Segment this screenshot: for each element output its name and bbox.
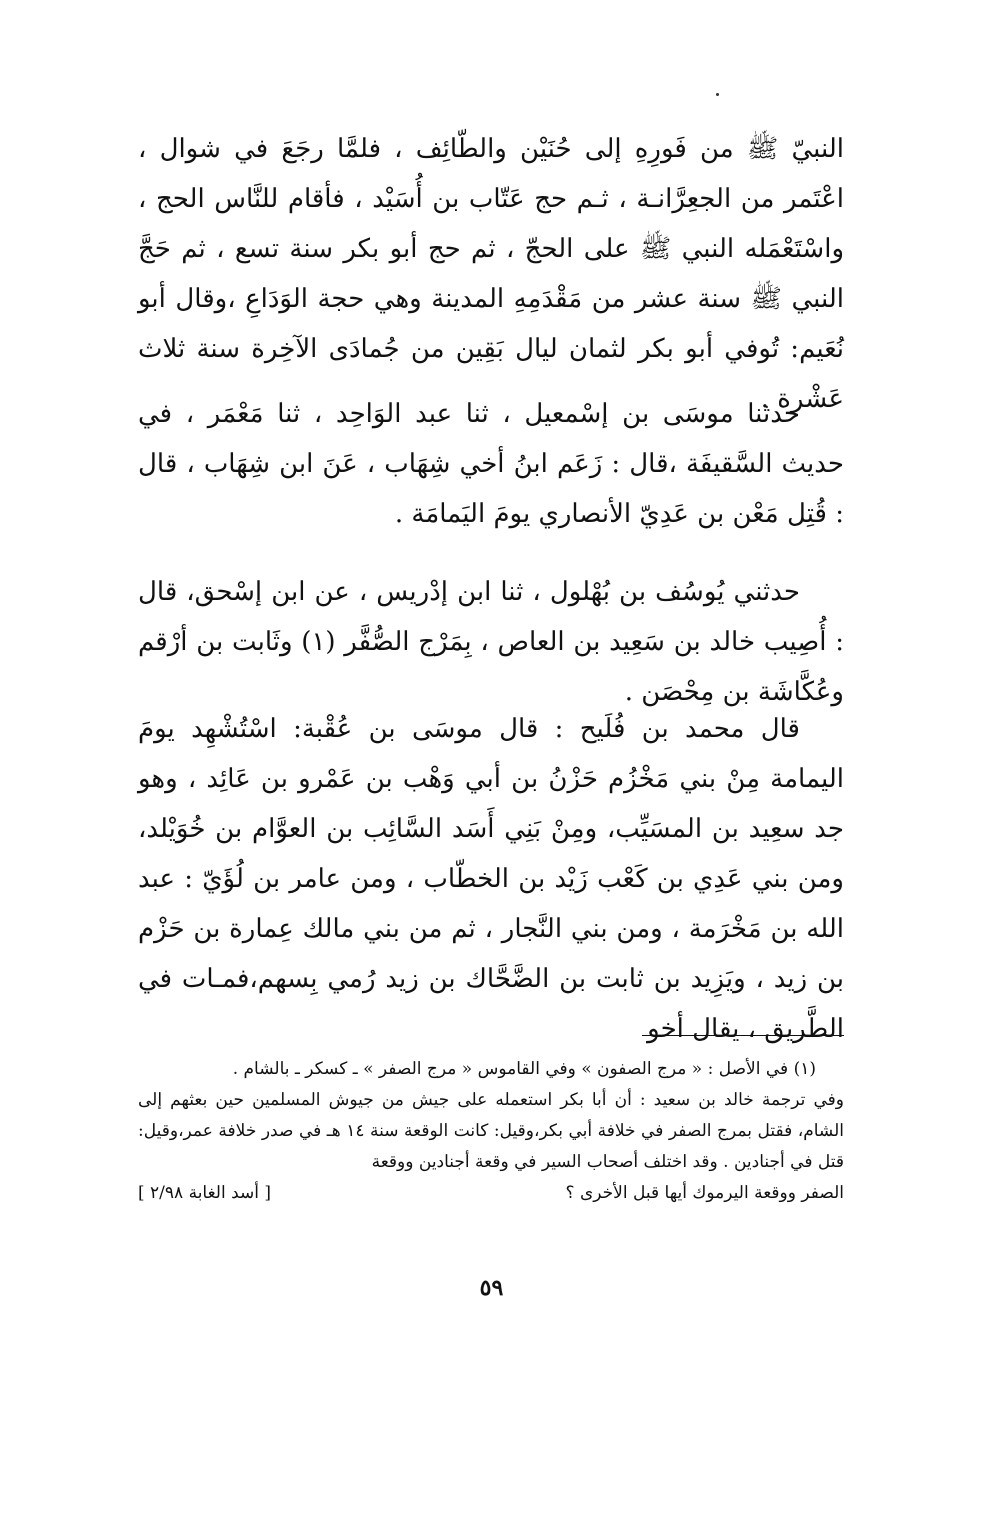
paragraph-hajj-history: النبيّ ﷺ من فَورِهِ إلى حُنَيْن والطّائِف ، فلمَّا رجَعَ في شوال ، اعْتَمر من الجعِرَّانـة ، ثـم حج عَتّاب بن أُسَيْد ، فأقام للنَّاس الحج ، واسْتَعْمَله النبي ﷺ على الحجّ ، ثم حج أبو بكر سنة تسع ، ثم حَجَّ النبي ﷺ سنة عشر من مَقْدَمِهِ المدينة وهي حجة الوَدَاعِ ،وقال أبو نُعَيم: تُوفي أبو بكر لثمان ليال بَقِين من جُمادَى الآخِرة سنة ثلاث عَشْرة . [138,134,844,414]
page-number: ٥٩ [479,1275,504,1301]
footnote-separator [642,1035,844,1036]
paragraph-yamama-martyrs: قال محمد بن فُلَيح : قال موسَى بن عُقْبة: اسْتُشْهِد يومَ اليمامة مِنْ بني مَخْزُم حَزْنُ بن أبي وَهْب بن عَمْرو بن عَائِد ، وهو جد سعِيد بن المسَيِّب، ومِنْ بَنِي أَسَد السَّائِب بن العوَّام بن خُوَيْلد، ومن بني عَدِي بن كَعْب زَيْد بن الخطّاب ، ومن عامر بن لُؤَيّ : عبد الله بن مَخْرَمة ، ومن بني النَّجار ، ثم من بني مالك عِمارة بن حَزْم بن زيد ، ويَزِيد بن ثابت بن الضَّحَّاك بن زيد رُمي بِسهم،فمـات في الطَّريق ، يقال أخو [138,714,844,1044]
footnote-line-1: (١) في الأصل : « مرج الصفون » وفي القاموس « مرج الصفر » ـ كسكر ـ بالشام . [232,1059,816,1079]
paragraph-saqifa-hadith: حدثنا موسَى بن إسْمعيل ، ثنا عبد الوَاحِد ، ثنا مَعْمَر ، في حديث السَّقيفَة ،قال : زَعَم ابنُ أخي شِهَاب ، عَنَ ابن شِهَاب ، قال : قُتِل مَعْن بن عَدِيّ الأنصاري يومَ اليَمامَة . [138,399,844,529]
footnote [138,1054,844,1209]
paragraph-marj-al-suffar: حدثني يُوسُف بن بُهْلول ، ثنا ابن إدْريس ، عن ابن إسْحق، قال : أُصِيب خالد بن سَعِيد بن العاص ، بِمَرْج الصُّفَّر (١) وثَابت بن أرْقم وعُكَّاشَة بن مِحْصَن . [138,577,844,707]
scan-speck [716,93,719,96]
footnote-reference: [ أسد الغابة ٢/٩٨ ] [138,1183,272,1203]
footnote-body: وفي ترجمة خالد بن سعيد : أن أبا بكر استعمله على جيش من جيوش المسلمين حين بعثهم إلى الشام، فقتل بمرج الصفر في خلافة أبي بكر،وقيل: كانت الوقعة سنة ١٤ هـ في صدر خلافة عمر،وقيل: قتل في أجنادين . وقد اختلف أصحاب السير في وقعة أجنادين ووقعة [138,1090,844,1172]
footnote-closing-text: الصفر ووقعة اليرموك أيها قبل الأخرى ؟ [565,1183,844,1203]
footnote-last-line [138,1178,844,1209]
